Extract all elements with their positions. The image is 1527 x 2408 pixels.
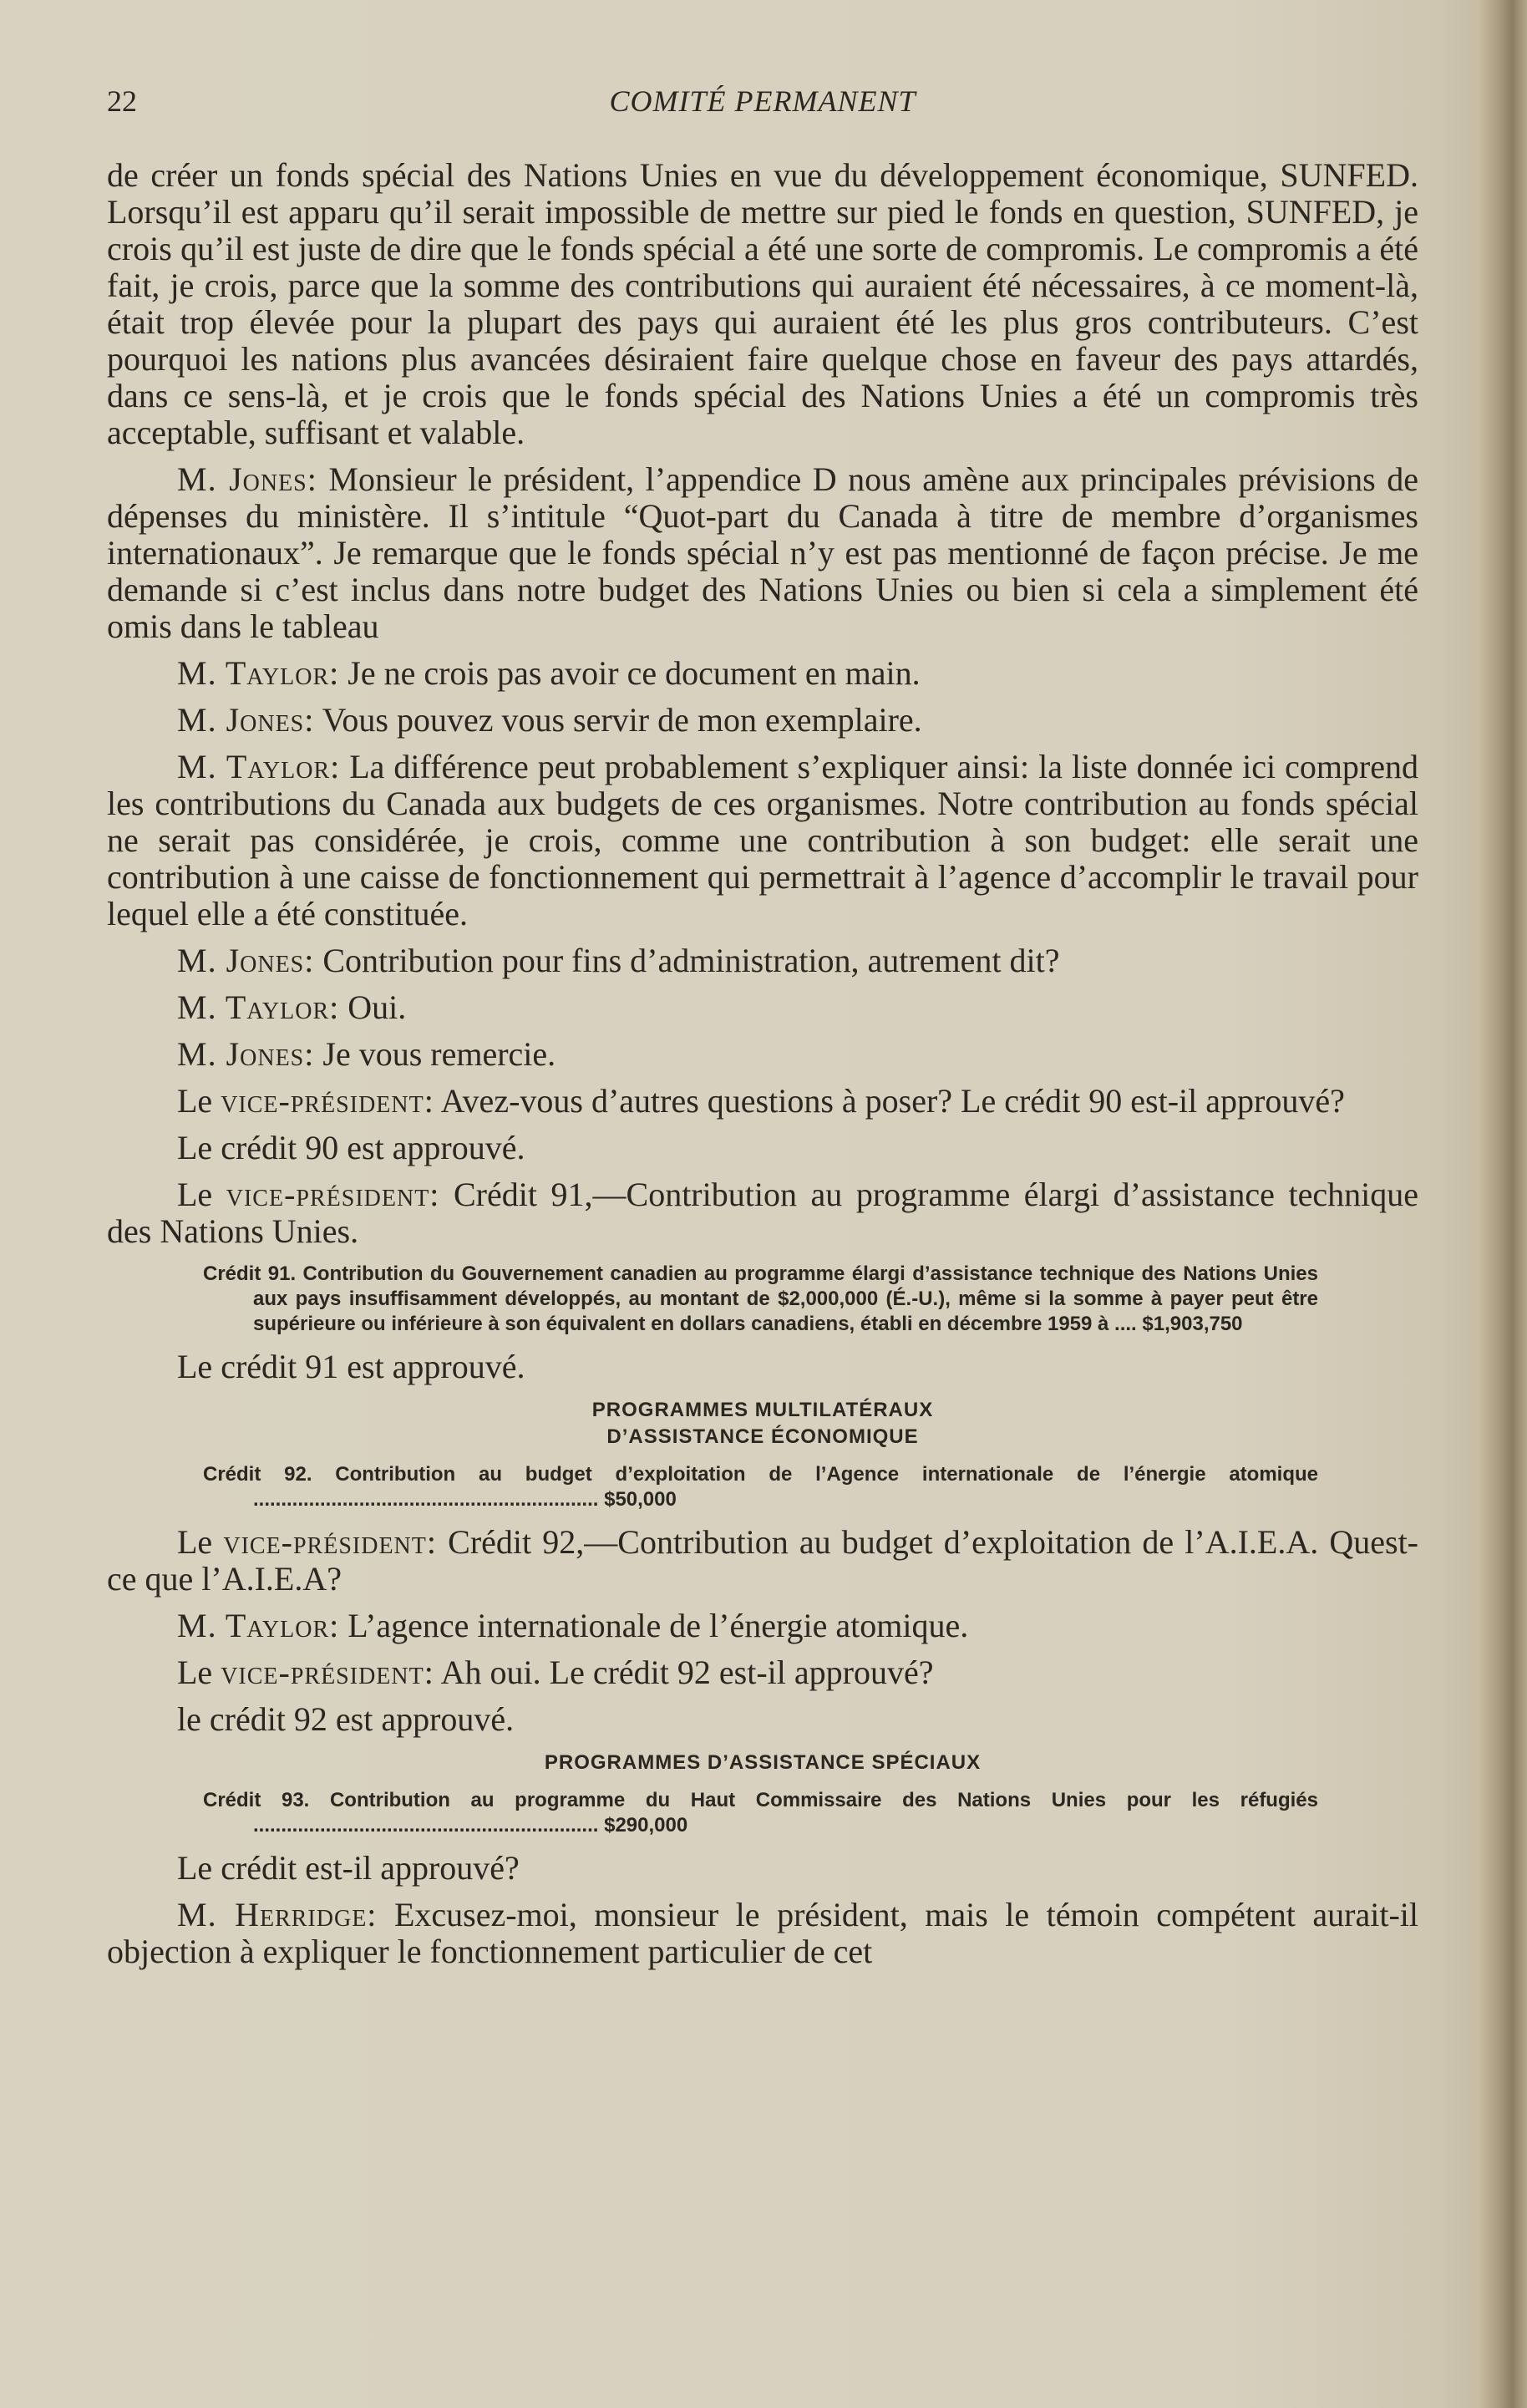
running-title: COMITÉ PERMANENT bbox=[609, 84, 916, 118]
paragraph-continuation: de créer un fonds spécial des Nations Unies en vue du développement économique, SUNFED. Lorsqu’il est apparu qu’il serait impossible de mettre sur pied le fonds en question, SUNFED, je crois qu’il est juste de dire que le fonds spécial a été une sorte de compromis. Le compromis a été fait, je crois, parce que la somme des contributions qui auraient été nécessaires, à ce moment-là, était trop élevée pour la plupart des pays qui auraient été les plus gros contributeurs. C’est pourquoi les nations plus avancées désiraient faire quelque chose en faveur des pays attardés, dans ce sens-là, et je crois que le fonds spécial des Nations Unies a été un compromis très acceptable, suffisant et valable. bbox=[107, 156, 1418, 451]
speech-text: Oui. bbox=[348, 988, 407, 1026]
page-number: 22 bbox=[107, 84, 137, 118]
paragraph-vote-91-approved: Le crédit 91 est approuvé. bbox=[177, 1348, 525, 1385]
paragraph-vote-question: Le crédit est-il approuvé? bbox=[177, 1849, 520, 1887]
vote-93-item bbox=[203, 1788, 1318, 1838]
vote-93-amount: $290,000 bbox=[604, 1814, 688, 1836]
paragraph-jones-2 bbox=[107, 702, 1418, 739]
speech-text: Avez-vous d’autres questions à poser? Le crédit 90 est-il approuvé? bbox=[440, 1082, 1345, 1120]
book-gutter-shadow bbox=[1477, 0, 1527, 2408]
speech-text: L’agence internationale de l’énergie atomique. bbox=[348, 1607, 969, 1644]
speech-text: La différence peut probablement s’expliquer ainsi: la liste donnée ici comprend les contributions du Canada aux budgets de ces organismes. Notre contribution au fonds spécial ne serait pas considérée, je crois, comme une contribution à son budget: elle serait une contribution à une caisse de fonctionnement qui permettrait à l’agence d’accomplir le travail pour lequel elle a été constituée. bbox=[107, 748, 1419, 932]
speech-text: Je ne crois pas avoir ce document en main. bbox=[348, 654, 921, 692]
section-heading-multilateral bbox=[107, 1397, 1418, 1450]
speaker-name: vice-président: bbox=[223, 1523, 437, 1561]
speaker-name: vice-président: bbox=[221, 1082, 434, 1120]
vote-91-item bbox=[203, 1262, 1318, 1337]
speaker-name: M. Jones: bbox=[177, 460, 317, 498]
speaker-name: M. Taylor: bbox=[177, 654, 340, 692]
paragraph-taylor-3 bbox=[107, 989, 1418, 1026]
speaker-name: M. Taylor: bbox=[177, 988, 340, 1026]
vote-92-amount: $50,000 bbox=[604, 1488, 677, 1511]
heading-line-1: PROGRAMMES MULTILATÉRAUX bbox=[591, 1399, 934, 1421]
speech-text: Crédit 91,—Contribution au programme élargi d’assistance technique des Nations Unies. bbox=[107, 1176, 1418, 1250]
speaker-name: M. Jones: bbox=[177, 942, 315, 979]
page-body bbox=[107, 157, 1418, 1980]
paragraph-vote-92-approved: le crédit 92 est approuvé. bbox=[177, 1700, 515, 1738]
speaker-name: M. Taylor: bbox=[177, 1607, 340, 1644]
heading-line-2: D’ASSISTANCE ÉCONOMIQUE bbox=[606, 1425, 919, 1448]
speech-text: Excusez-moi, monsieur le président, mais le témoin compétent aurait-il objection à expliquer le fonctionnement particulier de cet bbox=[107, 1896, 1419, 1970]
paragraph-vote-90-approved: Le crédit 90 est approuvé. bbox=[177, 1129, 525, 1166]
speaker-prefix: Le bbox=[177, 1082, 213, 1120]
speaker-prefix: Le bbox=[177, 1523, 213, 1561]
vote-92-item bbox=[203, 1462, 1318, 1512]
speaker-prefix: Le bbox=[177, 1654, 213, 1691]
vote-91-amount: $1,903,750 bbox=[1142, 1313, 1243, 1335]
vote-92-text: Crédit 92. Contribution au budget d’exploitation de l’Agence internationale de l’énergie atomique .............................................................. bbox=[203, 1463, 1318, 1511]
speech-text: Monsieur le président, l’appendice D nous amène aux principales prévisions de dépenses du ministère. Il s’intitule “Quot-part du Canada à titre de membre d’organismes internationaux”. Je remarque que le fonds spécial n’y est pas mentionné de façon précise. Je me demande si c’est inclus dans notre budget des Nations Unies ou bien si cela a simplement été omis dans le tableau bbox=[107, 460, 1418, 645]
speaker-prefix: Le bbox=[177, 1176, 213, 1213]
vote-91-text: Crédit 91. Contribution du Gouvernement canadien au programme élargi d’assistance technique des Nations Unies aux pays insuffisamment développés, au montant de $2,000,000 (É.-U.), même si la somme à payer peut être supérieure ou inférieure à son équivalent en dollars canadiens, établi en décembre 1959 à .... bbox=[203, 1262, 1318, 1335]
paragraph-vice-president-2 bbox=[107, 1176, 1418, 1250]
paragraph-jones-3 bbox=[107, 942, 1418, 979]
paragraph-taylor-1 bbox=[107, 655, 1418, 692]
paragraph-taylor-4 bbox=[107, 1608, 1418, 1644]
paragraph-taylor-2 bbox=[107, 749, 1418, 932]
paragraph-jones-4 bbox=[107, 1036, 1418, 1073]
speaker-name: vice-président: bbox=[221, 1654, 434, 1691]
speaker-name: M. Jones: bbox=[177, 701, 315, 739]
speaker-name: vice-président: bbox=[226, 1176, 440, 1213]
speech-text: Vous pouvez vous servir de mon exemplaire. bbox=[322, 701, 922, 739]
paragraph-vice-president-4 bbox=[107, 1654, 1418, 1691]
paragraph-herridge-1 bbox=[107, 1897, 1418, 1970]
speech-text: Contribution pour fins d’administration, autrement dit? bbox=[322, 942, 1060, 979]
vote-93-text: Crédit 93. Contribution au programme du Haut Commissaire des Nations Unies pour les réfugiés .............................................................. bbox=[203, 1789, 1318, 1836]
running-header bbox=[107, 84, 1418, 125]
speaker-name: M. Taylor: bbox=[177, 748, 341, 785]
paragraph-vice-president-1 bbox=[107, 1083, 1418, 1120]
speaker-name: M. Jones: bbox=[177, 1035, 315, 1073]
speaker-name: M. Herridge: bbox=[177, 1896, 378, 1933]
paragraph-jones-1 bbox=[107, 461, 1418, 645]
section-heading-special: PROGRAMMES D’ASSISTANCE SPÉCIAUX bbox=[544, 1751, 982, 1774]
speech-text: Je vous remercie. bbox=[322, 1035, 556, 1073]
speech-text: Ah oui. Le crédit 92 est-il approuvé? bbox=[440, 1654, 934, 1691]
speech-text: Crédit 92,—Contribution au budget d’exploitation de l’A.I.E.A. Quest-ce que l’A.I.E.A? bbox=[107, 1523, 1419, 1598]
paragraph-vice-president-3 bbox=[107, 1524, 1418, 1598]
